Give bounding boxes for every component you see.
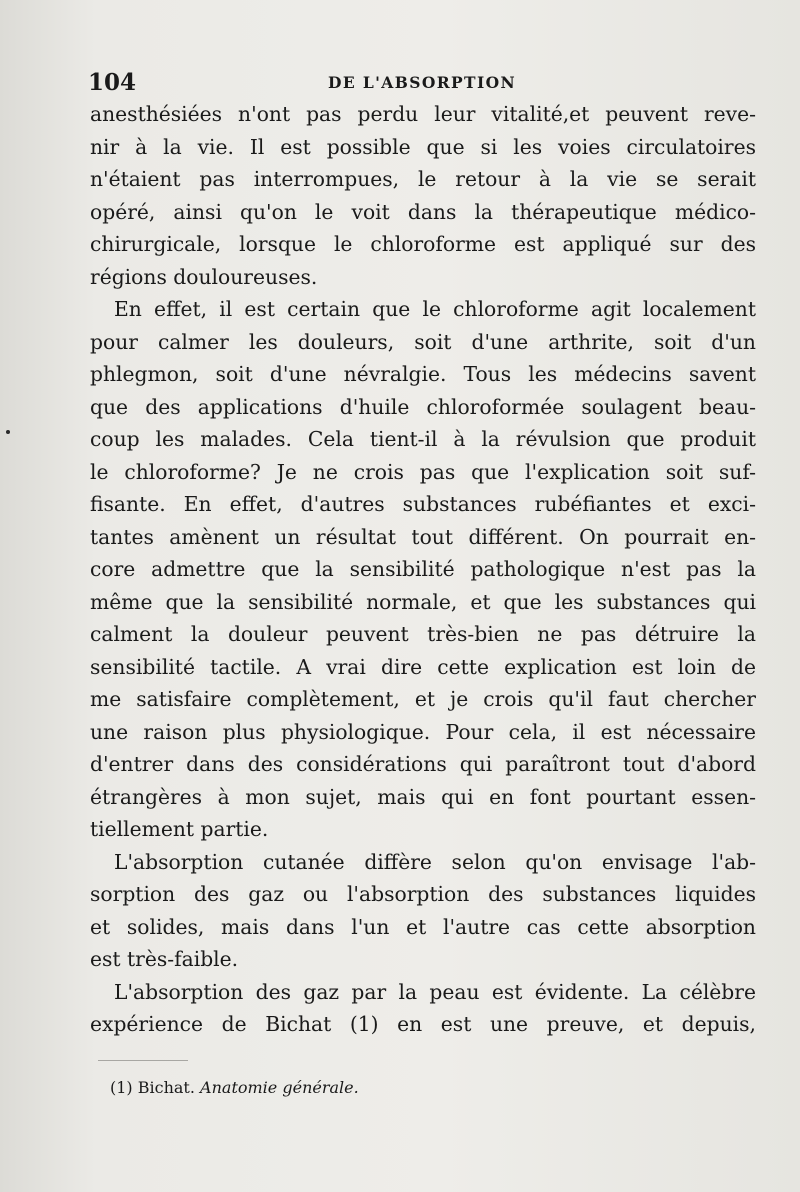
- text-line: L'absorption des gaz par la peau est évidente. La célèbre: [114, 979, 756, 1004]
- ink-speck: [6, 430, 10, 434]
- text-line: core admettre que la sensibilité pathologique n'est pas la: [90, 557, 756, 581]
- text-line: nir à la vie. Il est possible que si les voies circulatoires: [90, 134, 756, 159]
- text-line: anesthésiées n'ont pas perdu leur vitalité,et peuvent reve-: [90, 102, 756, 126]
- text-line: sensibilité tactile. A vrai dire cette explication est loin de: [90, 654, 756, 679]
- text-line: d'entrer dans des considérations qui paraîtront tout d'abord: [90, 752, 756, 776]
- text-line: le chloroforme? Je ne crois pas que l'explication soit suf-: [90, 459, 756, 484]
- text-line: L'absorption cutanée diffère selon qu'on envisage l'ab-: [114, 849, 756, 874]
- footnote: [110, 1076, 359, 1100]
- page-number: 104: [88, 69, 137, 96]
- text-line: pour calmer les douleurs, soit d'une arthrite, soit d'un: [90, 329, 756, 354]
- text-line: expérience de Bichat (1) en est une preuve, et depuis,: [90, 1012, 756, 1036]
- text-line: même que la sensibilité normale, et que les substances qui: [90, 589, 756, 614]
- text-line: une raison plus physiologique. Pour cela, il est nécessaire: [90, 719, 756, 744]
- text-line: calment la douleur peuvent très-bien ne pas détruire la: [90, 622, 756, 646]
- footnote-title: Anatomie générale.: [200, 1078, 359, 1097]
- text-line: tantes amènent un résultat tout différent. On pourrait en-: [90, 524, 756, 549]
- text-line: opéré, ainsi qu'on le voit dans la thérapeutique médico-: [90, 199, 756, 224]
- text-line: que des applications d'huile chloroformée soulagent beau-: [90, 394, 756, 419]
- text-line: coup les malades. Cela tient-il à la révulsion que produit: [90, 427, 756, 451]
- text-line: sorption des gaz ou l'absorption des substances liquides: [90, 882, 756, 906]
- text-line: régions douloureuses.: [90, 264, 318, 289]
- footnote-divider: [98, 1060, 188, 1061]
- text-line: chirurgicale, lorsque le chloroforme est appliqué sur des: [90, 232, 756, 256]
- running-head: DE L'ABSORPTION: [328, 73, 517, 92]
- text-line: En effet, il est certain que le chloroforme agit localement: [114, 297, 756, 321]
- text-line: phlegmon, soit d'une névralgie. Tous les médecins savent: [90, 362, 756, 386]
- text-line: et solides, mais dans l'un et l'autre cas cette absorption: [90, 914, 756, 939]
- text-line: tiellement partie.: [90, 817, 269, 841]
- text-line: est très-faible.: [90, 947, 239, 971]
- text-line: étrangères à mon sujet, mais qui en font pourtant essen-: [90, 784, 756, 809]
- text-line: fisante. En effet, d'autres substances rubéfiantes et exci-: [90, 492, 756, 516]
- text-line: me satisfaire complètement, et je crois qu'il faut chercher: [90, 687, 756, 711]
- text-line: n'étaient pas interrompues, le retour à la vie se serait: [90, 167, 756, 191]
- page-header: [88, 66, 758, 100]
- body-text: [90, 98, 756, 1041]
- footnote-marker: (1) Bichat.: [110, 1078, 195, 1097]
